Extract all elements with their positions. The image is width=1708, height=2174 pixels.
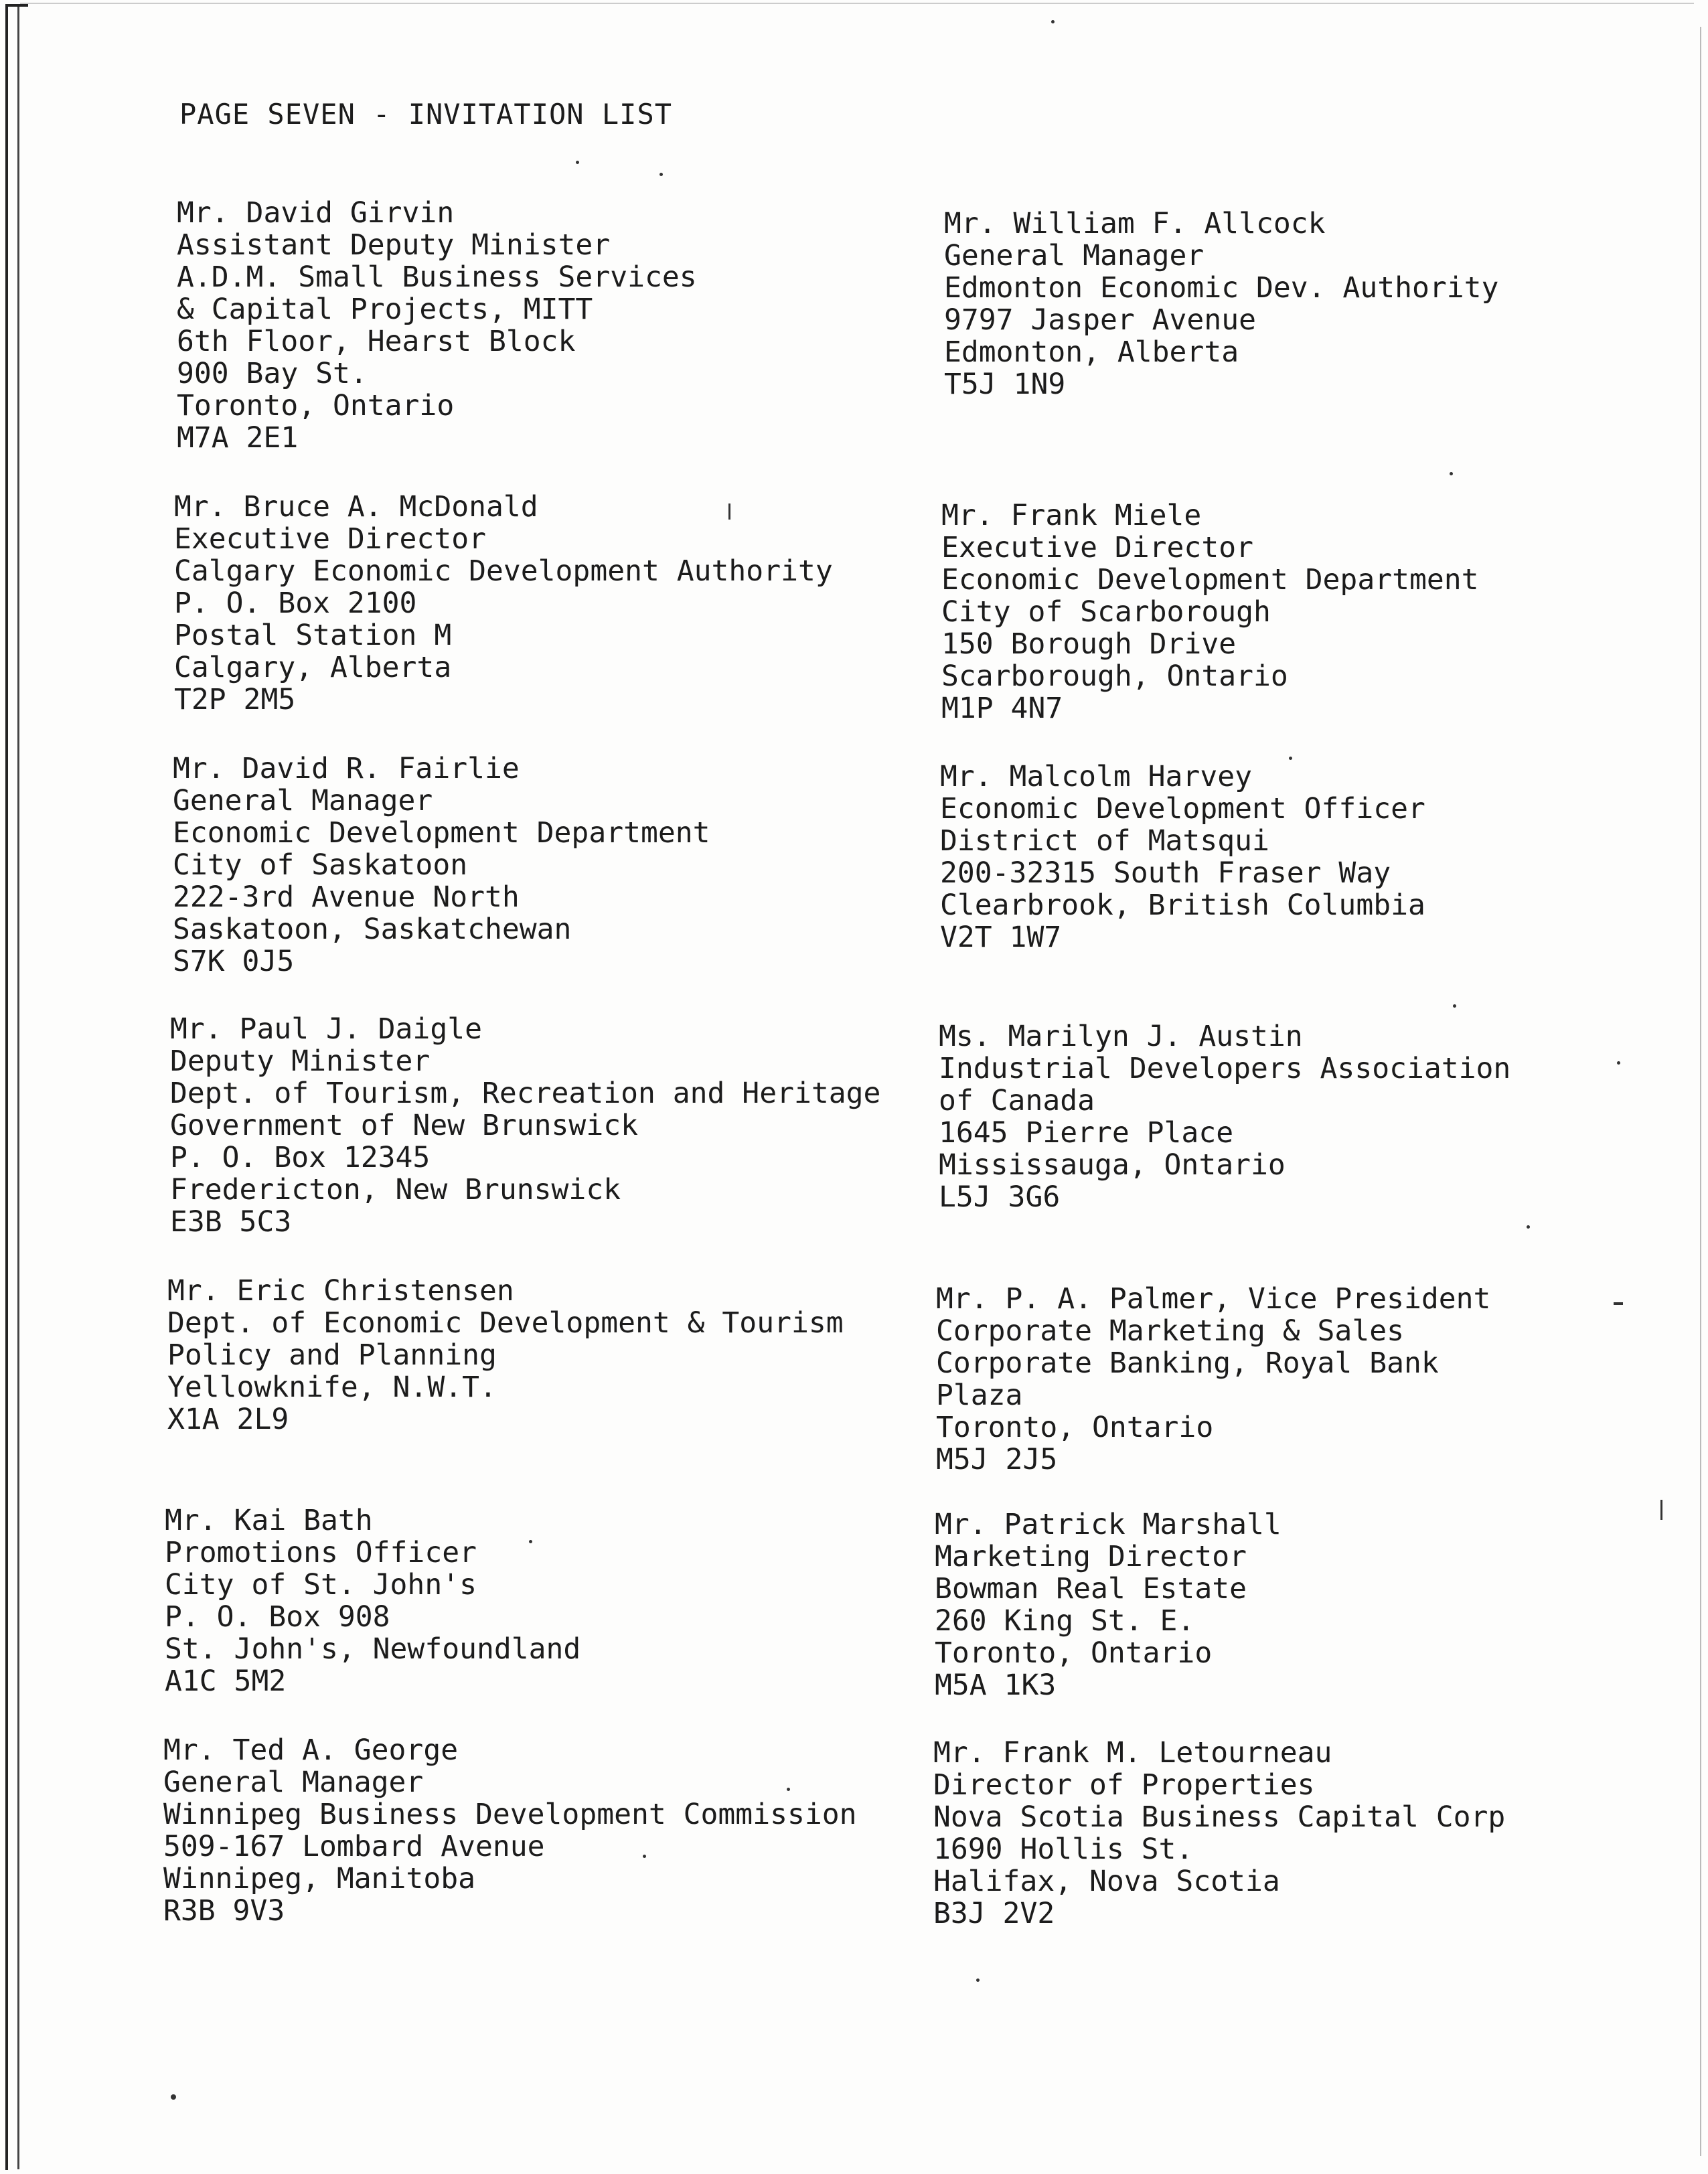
address-line: Policy and Planning [167,1338,497,1372]
address-line: City of St. John's [165,1568,477,1602]
address-line: Corporate Banking, Royal Bank [936,1346,1439,1380]
address-line: Bowman Real Estate [935,1572,1247,1606]
address-line: City of Scarborough [941,595,1271,629]
address-line: St. John's, Newfoundland [165,1632,581,1666]
address-line: 900 Bay St. [177,357,368,390]
address-block [174,491,833,716]
address-line: Director of Properties [933,1768,1315,1802]
address-line: 222-3rd Avenue North [173,880,520,914]
scan-speck [576,161,579,164]
address-line: P. O. Box 908 [165,1600,390,1634]
address-line: Fredericton, New Brunswick [170,1173,621,1207]
address-line: Toronto, Ontario [936,1411,1214,1444]
scan-speck [1289,757,1292,760]
address-line: 1690 Hollis St. [933,1833,1194,1866]
scan-speck [1614,1302,1623,1305]
address-line: 260 King St. E. [935,1604,1195,1638]
address-line: Nova Scotia Business Capital Corp [933,1800,1506,1834]
contact-name: Mr. David Girvin [177,196,455,230]
scan-speck [1660,1500,1662,1520]
address-line: Postal Station M [174,619,452,652]
address-line: 6th Floor, Hearst Block [177,325,576,358]
contact-name: Ms. Marilyn J. Austin [939,1020,1303,1053]
address-block [173,753,710,978]
address-line: 9797 Jasper Avenue [944,303,1256,337]
contact-name: Mr. Ted A. George [163,1733,459,1767]
address-line: 1645 Pierre Place [939,1116,1234,1150]
scan-speck [1051,20,1055,23]
address-line: Assistant Deputy Minister [177,228,611,262]
address-line: 150 Borough Drive [941,627,1237,661]
address-line: General Manager [163,1766,424,1799]
address-line: Executive Director [174,522,486,556]
address-line: P. O. Box 2100 [174,587,417,620]
address-line: General Manager [944,239,1205,273]
postal-code: X1A 2L9 [167,1403,289,1436]
address-line: Promotions Officer [165,1536,477,1569]
contact-name: Mr. Frank M. Letourneau [933,1736,1332,1770]
contact-name: Mr. David R. Fairlie [173,752,520,785]
address-block [936,1283,1490,1476]
address-block [940,761,1425,953]
address-line: 509-167 Lombard Avenue [163,1830,545,1863]
address-line: Dept. of Economic Development & Tourism [167,1306,844,1340]
address-line: Economic Development Department [173,816,710,850]
contact-name: Mr. Paul J. Daigle [170,1012,482,1046]
address-line: Winnipeg Business Development Commission [163,1798,857,1831]
contact-name: Mr. Patrick Marshall [935,1508,1282,1541]
address-line: Deputy Minister [170,1044,431,1078]
address-block [933,1737,1505,1930]
contact-name: Mr. Eric Christensen [167,1274,514,1308]
address-line: Dept. of Tourism, Recreation and Heritage [170,1077,881,1110]
address-block [170,1013,880,1238]
address-line: Edmonton Economic Dev. Authority [944,271,1499,305]
address-line: P. O. Box 12345 [170,1141,431,1174]
address-line: Mississauga, Ontario [939,1148,1286,1182]
address-line: 200-32315 South Fraser Way [940,856,1391,890]
contact-name: Mr. P. A. Palmer, Vice President [936,1282,1491,1316]
scan-speck [1453,1004,1456,1008]
address-block [177,197,697,454]
address-line: Calgary, Alberta [174,651,452,684]
postal-code: M7A 2E1 [177,421,299,455]
address-line: of Canada [939,1084,1095,1117]
scan-edge-right [1700,27,1701,2156]
postal-code: A1C 5M2 [165,1664,287,1698]
address-line: Marketing Director [935,1540,1247,1573]
address-line: Scarborough, Ontario [941,659,1288,693]
contact-name: Mr. William F. Allcock [944,207,1326,240]
postal-code: E3B 5C3 [170,1205,292,1239]
postal-code: M5J 2J5 [936,1443,1058,1476]
address-line: Edmonton, Alberta [944,335,1239,369]
postal-code: S7K 0J5 [173,945,295,978]
address-line: Economic Development Department [941,563,1479,597]
postal-code: B3J 2V2 [933,1897,1055,1930]
postal-code: T5J 1N9 [944,368,1066,401]
scan-speck [171,2094,176,2100]
scan-edge-left [5,4,8,2170]
contact-name: Mr. Frank Miele [941,499,1202,532]
address-line: Industrial Developers Association [939,1052,1511,1085]
address-line: Plaza [936,1379,1023,1412]
address-block [935,1508,1282,1701]
contact-name: Mr. Bruce A. McDonald [174,490,538,524]
address-line: Saskatoon, Saskatchewan [173,913,572,946]
address-block [944,208,1498,400]
scan-edge-top [20,3,1694,4]
address-line: Calgary Economic Development Authority [174,554,833,588]
address-line: Executive Director [941,531,1253,564]
scan-speck [1617,1061,1620,1065]
address-block [167,1275,844,1435]
address-line: Yellowknife, N.W.T. [167,1371,497,1404]
address-line: Government of New Brunswick [170,1109,638,1142]
postal-code: L5J 3G6 [939,1180,1061,1214]
address-line: General Manager [173,784,433,818]
address-line: Economic Development Officer [940,792,1425,826]
address-block [941,499,1479,724]
address-line: City of Saskatoon [173,848,468,882]
address-line: & Capital Projects, MITT [177,293,593,326]
postal-code: M5A 1K3 [935,1668,1057,1702]
postal-code: R3B 9V3 [163,1894,285,1928]
address-block [165,1504,580,1697]
address-line: Clearbrook, British Columbia [940,888,1425,922]
address-line: Corporate Marketing & Sales [936,1314,1404,1348]
scan-edge-corner [5,4,28,7]
address-line: District of Matsqui [940,824,1269,858]
postal-code: M1P 4N7 [941,692,1063,725]
address-block [939,1020,1510,1213]
contact-name: Mr. Malcolm Harvey [940,760,1252,793]
address-line: Toronto, Ontario [177,389,455,422]
postal-code: T2P 2M5 [174,683,296,716]
address-block [163,1734,857,1927]
address-line: A.D.M. Small Business Services [177,260,697,294]
contact-name: Mr. Kai Bath [165,1504,373,1537]
scan-speck [1527,1225,1530,1229]
scan-edge-left-inner [17,7,19,2169]
postal-code: V2T 1W7 [940,921,1062,954]
scan-speck [659,173,663,176]
address-line: Winnipeg, Manitoba [163,1862,475,1895]
scan-speck [976,1978,980,1982]
address-line: Toronto, Ontario [935,1636,1213,1670]
scan-speck [1450,472,1453,475]
address-line: Halifax, Nova Scotia [933,1865,1280,1898]
page-title: PAGE SEVEN - INVITATION LIST [179,98,673,131]
